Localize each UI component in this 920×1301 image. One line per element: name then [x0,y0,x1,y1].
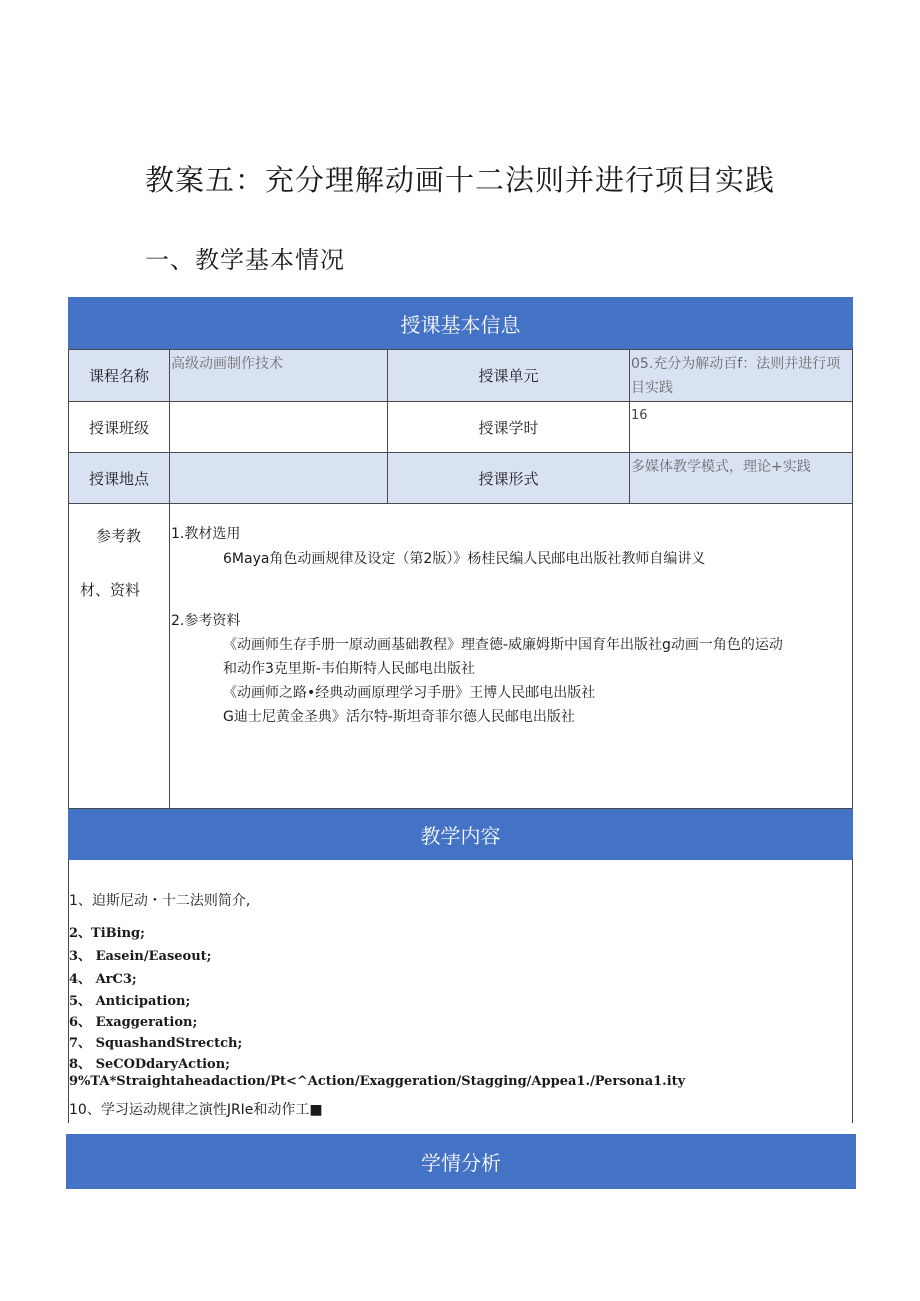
teaching-content-header: 教学内容 [68,809,853,860]
reference-item: 《动画师生存手册一原动画基础教程》理查德-威廉姆斯中国育年出版社g动画一角色的运动 [223,637,783,653]
reference-item: 和动作3克里斯-韦伯斯特人民邮电出版社 [223,661,475,677]
section-heading-basic-info: 一、教学基本情况 [145,246,345,274]
unit-value: 05.充分为解动百f：法则并进行项目实践 [629,349,853,402]
basic-info-header: 授课基本信息 [68,297,853,349]
list-item: 2、TiBing; [69,926,145,941]
list-item: 3、 Easein/Easeout; [69,949,212,964]
textbook-item: 6Maya角色动画规律及设定（第2版）》杨桂民编人民邮电出版社教师自编讲义 [223,551,706,567]
reference-heading: 2.参考资料 [171,613,241,629]
learning-analysis-header: 学情分析 [66,1134,856,1189]
list-item: 4、 ArC3; [69,972,137,987]
hours-label: 授课学时 [387,401,630,453]
list-item: 9%TA*Straightaheadaction∕Pt<^Action/Exaggeration/Stagging/Appea1./Persona1.ity [69,1074,686,1089]
form-label: 授课形式 [387,452,630,504]
reference-item: G迪士尼黄金圣典》活尔特-斯坦奇菲尔德人民邮电出版社 [223,709,575,725]
reference-item: 《动画师之路•经典动画原理学习手册》王博人民邮电出版社 [223,685,596,701]
reference-label-line2: 材、资料 [80,581,141,599]
list-item: 1、迫斯尼动・十二法则简介, [69,893,251,909]
class-label: 授课班级 [68,401,170,453]
class-value [169,401,388,453]
form-value: 多媒体教学模式，理论+实践 [629,452,853,504]
list-item: 7、 SquashandStrectch; [69,1036,243,1051]
course-name-label: 课程名称 [68,349,170,402]
location-value [169,452,388,504]
reference-label-cell [68,503,170,809]
list-item: 8、 SeCODdaryAction; [69,1057,230,1072]
list-item: 5、 Anticipation; [69,994,191,1009]
hours-value: 16 [629,401,853,453]
unit-label: 授课单元 [387,349,630,402]
location-label: 授课地点 [68,452,170,504]
list-item: 10、学习运动规律之演性JRIe和动作工■ [69,1102,323,1118]
document-title: 教案五：充分理解动画十二法则并进行项目实践 [145,163,776,197]
teaching-content-list [68,859,853,1123]
list-item: 6、 Exaggeration; [69,1015,198,1030]
textbook-heading: 1.教材选用 [171,526,241,542]
course-name-value: 高级动画制作技术 [169,349,388,402]
reference-label-line1: 参考教 [96,527,142,545]
